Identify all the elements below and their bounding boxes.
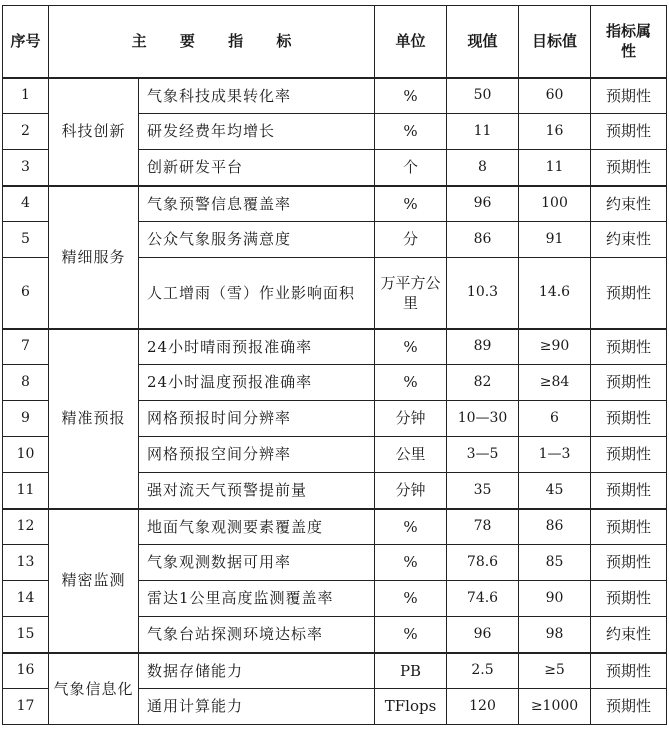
- current-value: 89: [447, 329, 519, 365]
- target-value: ≥84: [519, 365, 591, 401]
- unit-cell: %: [375, 78, 447, 114]
- indicator-name: 创新研发平台: [139, 150, 375, 186]
- unit-cell: %: [375, 114, 447, 150]
- attribute-cell: 预期性: [591, 365, 667, 401]
- row-number: 3: [3, 150, 49, 186]
- attribute-cell: 预期性: [591, 78, 667, 114]
- current-value: 96: [447, 617, 519, 653]
- attribute-cell: 预期性: [591, 258, 667, 329]
- attribute-cell: 预期性: [591, 114, 667, 150]
- current-value: 78.6: [447, 545, 519, 581]
- unit-cell: %: [375, 509, 447, 545]
- table-row: [3, 509, 667, 545]
- attribute-cell: 预期性: [591, 150, 667, 186]
- current-value: 2.5: [447, 653, 519, 689]
- row-number: 14: [3, 581, 49, 617]
- current-value: 50: [447, 78, 519, 114]
- attribute-cell: 预期性: [591, 329, 667, 365]
- indicator-name: 通用计算能力: [139, 689, 375, 725]
- current-value: 74.6: [447, 581, 519, 617]
- category-cell: 气象信息化: [49, 653, 139, 725]
- row-number: 11: [3, 473, 49, 509]
- row-number: 15: [3, 617, 49, 653]
- unit-cell: %: [375, 365, 447, 401]
- header-target: 目标值: [519, 6, 591, 78]
- attribute-cell: 预期性: [591, 473, 667, 509]
- target-value: 100: [519, 186, 591, 222]
- target-value: 1—3: [519, 437, 591, 473]
- indicator-name: 24小时温度预报准确率: [139, 365, 375, 401]
- unit-cell: 公里: [375, 437, 447, 473]
- category-cell: 精密监测: [49, 509, 139, 653]
- row-number: 12: [3, 509, 49, 545]
- unit-cell: 分钟: [375, 401, 447, 437]
- indicator-name: 气象观测数据可用率: [139, 545, 375, 581]
- target-value: 98: [519, 617, 591, 653]
- table-row: [3, 186, 667, 222]
- target-value: 91: [519, 222, 591, 258]
- row-number: 2: [3, 114, 49, 150]
- target-value: 90: [519, 581, 591, 617]
- target-value: 86: [519, 509, 591, 545]
- category-cell: 精准预报: [49, 329, 139, 509]
- target-value: ≥5: [519, 653, 591, 689]
- indicator-name: 24小时晴雨预报准确率: [139, 329, 375, 365]
- row-number: 7: [3, 329, 49, 365]
- current-value: 120: [447, 689, 519, 725]
- table-row: [3, 653, 667, 689]
- indicator-table: [2, 5, 667, 725]
- attribute-cell: 约束性: [591, 617, 667, 653]
- header-unit: 单位: [375, 6, 447, 78]
- row-number: 10: [3, 437, 49, 473]
- attribute-cell: 预期性: [591, 581, 667, 617]
- indicator-name: 研发经费年均增长: [139, 114, 375, 150]
- row-number: 13: [3, 545, 49, 581]
- row-number: 1: [3, 78, 49, 114]
- target-value: 60: [519, 78, 591, 114]
- target-value: ≥1000: [519, 689, 591, 725]
- indicator-name: 强对流天气预警提前量: [139, 473, 375, 509]
- attribute-cell: 预期性: [591, 401, 667, 437]
- indicator-name: 气象科技成果转化率: [139, 78, 375, 114]
- attribute-cell: 预期性: [591, 653, 667, 689]
- unit-cell: 个: [375, 150, 447, 186]
- indicator-name: 网格预报空间分辨率: [139, 437, 375, 473]
- category-cell: 精细服务: [49, 186, 139, 329]
- row-number: 16: [3, 653, 49, 689]
- unit-cell: TFlops: [375, 689, 447, 725]
- unit-cell: %: [375, 186, 447, 222]
- target-value: ≥90: [519, 329, 591, 365]
- attribute-cell: 预期性: [591, 545, 667, 581]
- unit-cell: %: [375, 545, 447, 581]
- current-value: 10.3: [447, 258, 519, 329]
- table-row: [3, 78, 667, 114]
- current-value: 86: [447, 222, 519, 258]
- current-value: 8: [447, 150, 519, 186]
- header-no: 序号: [3, 6, 49, 78]
- current-value: 82: [447, 365, 519, 401]
- unit-cell: %: [375, 581, 447, 617]
- row-number: 5: [3, 222, 49, 258]
- current-value: 3—5: [447, 437, 519, 473]
- row-number: 17: [3, 689, 49, 725]
- category-cell: 科技创新: [49, 78, 139, 186]
- row-number: 6: [3, 258, 49, 329]
- target-value: 11: [519, 150, 591, 186]
- indicator-name: 气象预警信息覆盖率: [139, 186, 375, 222]
- table-row: [3, 329, 667, 365]
- target-value: 6: [519, 401, 591, 437]
- target-value: 45: [519, 473, 591, 509]
- attribute-cell: 约束性: [591, 222, 667, 258]
- header-row: [3, 6, 667, 78]
- indicator-name: 数据存储能力: [139, 653, 375, 689]
- unit-cell: %: [375, 329, 447, 365]
- row-number: 9: [3, 401, 49, 437]
- indicator-name: 雷达1公里高度监测覆盖率: [139, 581, 375, 617]
- indicator-name: 人工增雨（雪）作业影响面积: [139, 258, 375, 329]
- attribute-cell: 约束性: [591, 186, 667, 222]
- attribute-cell: 预期性: [591, 509, 667, 545]
- current-value: 78: [447, 509, 519, 545]
- target-value: 85: [519, 545, 591, 581]
- unit-cell: 万平方公里: [375, 258, 447, 329]
- current-value: 96: [447, 186, 519, 222]
- indicator-name: 公众气象服务满意度: [139, 222, 375, 258]
- unit-cell: %: [375, 617, 447, 653]
- unit-cell: 分: [375, 222, 447, 258]
- table-body: [3, 78, 667, 725]
- indicator-name: 地面气象观测要素覆盖度: [139, 509, 375, 545]
- unit-cell: 分钟: [375, 473, 447, 509]
- header-indicator: 主 要 指 标: [49, 6, 375, 78]
- current-value: 10—30: [447, 401, 519, 437]
- attribute-cell: 预期性: [591, 437, 667, 473]
- indicator-name: 气象台站探测环境达标率: [139, 617, 375, 653]
- current-value: 11: [447, 114, 519, 150]
- row-number: 8: [3, 365, 49, 401]
- target-value: 14.6: [519, 258, 591, 329]
- row-number: 4: [3, 186, 49, 222]
- target-value: 16: [519, 114, 591, 150]
- attribute-cell: 预期性: [591, 689, 667, 725]
- indicator-name: 网格预报时间分辨率: [139, 401, 375, 437]
- current-value: 35: [447, 473, 519, 509]
- header-current: 现值: [447, 6, 519, 78]
- header-attr: 指标属性: [591, 6, 667, 78]
- unit-cell: PB: [375, 653, 447, 689]
